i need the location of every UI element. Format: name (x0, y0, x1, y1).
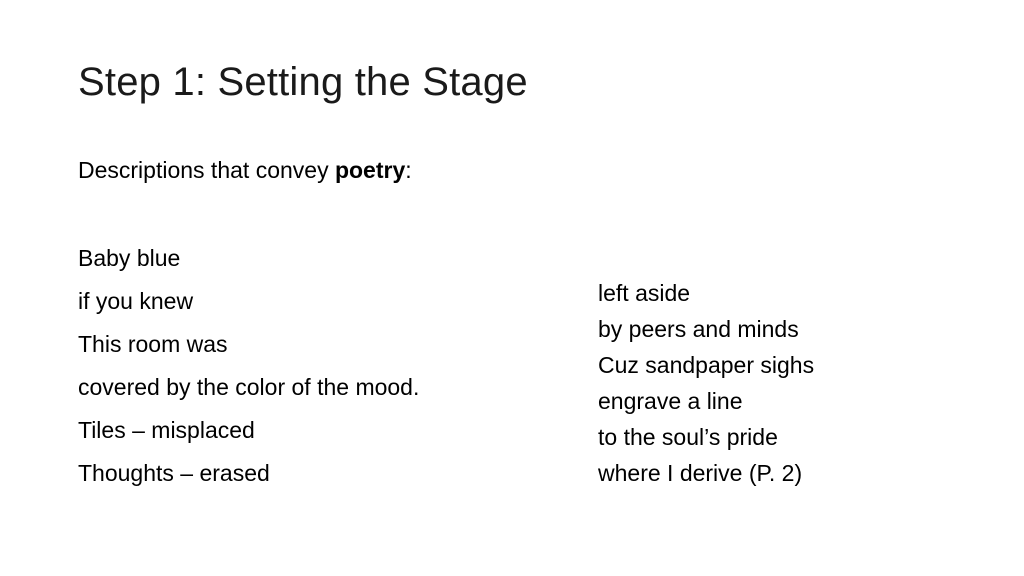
slide-title: Step 1: Setting the Stage (78, 60, 528, 104)
intro-suffix: : (405, 157, 412, 183)
poem-line: where I derive (P. 2) (598, 460, 803, 486)
poem-line: left aside (598, 280, 691, 306)
poem-line: This room was (78, 331, 228, 357)
poem-line: if you knew (78, 288, 194, 314)
poem-line: by peers and minds (598, 316, 799, 342)
poem-line: to the soul’s pride (598, 424, 778, 450)
intro-text (78, 157, 412, 184)
poem-left-column (78, 240, 419, 498)
intro-prefix: Descriptions that convey (78, 157, 335, 183)
poem-line: Thoughts – erased (78, 460, 270, 486)
poem-line: covered by the color of the mood. (78, 374, 420, 400)
poem-line: Cuz sandpaper sighs (598, 352, 815, 378)
poem-line: engrave a line (598, 388, 743, 414)
poem-line: Tiles – misplaced (78, 417, 255, 443)
poem-right-column (598, 277, 814, 493)
intro-bold-word: poetry (334, 157, 406, 183)
poem-line: Baby blue (78, 245, 181, 271)
